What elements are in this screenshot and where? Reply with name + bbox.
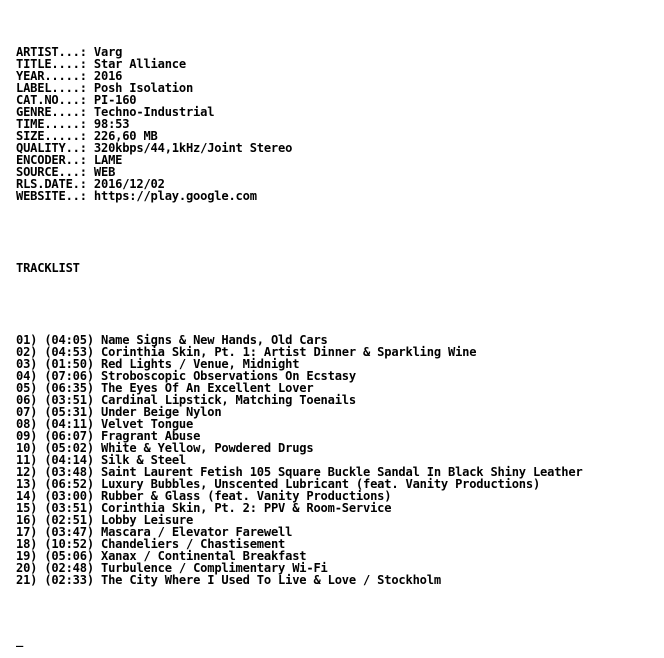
track-number: 21) xyxy=(16,573,38,587)
track-duration: (01:50) xyxy=(44,357,94,371)
track-number: 11) xyxy=(16,453,38,467)
track-title: The City Where I Used To Live & Love / Stockholm xyxy=(101,573,441,587)
info-label: SIZE.....: xyxy=(16,129,87,143)
track-title: Turbulence / Complimentary Wi-Fi xyxy=(101,561,328,575)
info-value: PI-160 xyxy=(93,93,137,107)
track-duration: (06:52) xyxy=(44,477,94,491)
track-title: Fragrant Abuse xyxy=(101,429,201,443)
track-title: Chandeliers / Chastisement xyxy=(101,537,286,551)
track-number: 03) xyxy=(16,357,38,371)
spacer xyxy=(16,226,583,238)
track-number: 05) xyxy=(16,381,38,395)
track-title: Cardinal Lipstick, Matching Toenails xyxy=(101,393,356,407)
spacer xyxy=(16,298,583,310)
track-number: 04) xyxy=(16,369,38,383)
track-duration: (02:33) xyxy=(44,573,94,587)
track-title: Corinthia Skin, Pt. 2: PPV & Room-Service xyxy=(101,501,392,515)
info-label: QUALITY..: xyxy=(16,141,87,155)
track-duration: (03:00) xyxy=(44,489,94,503)
info-value: 98:53 xyxy=(93,117,130,131)
track-number: 02) xyxy=(16,345,38,359)
info-label: ARTIST...: xyxy=(16,45,87,59)
info-label: YEAR.....: xyxy=(16,69,87,83)
track-duration: (04:14) xyxy=(44,453,94,467)
info-label: SOURCE...: xyxy=(16,165,87,179)
track-number: 06) xyxy=(16,393,38,407)
track-title: Luxury Bubbles, Unscented Lubricant (feat. Vanity Productions) xyxy=(101,477,541,491)
info-value: https://play.google.com xyxy=(93,189,257,203)
release-info xyxy=(16,46,583,202)
info-label: TITLE....: xyxy=(16,57,87,71)
track-number: 15) xyxy=(16,501,38,515)
info-label: LABEL....: xyxy=(16,81,87,95)
track-title: Velvet Tongue xyxy=(101,417,194,431)
info-label: RLS.DATE.: xyxy=(16,177,87,191)
track-number: 13) xyxy=(16,477,38,491)
track-duration: (04:53) xyxy=(44,345,94,359)
info-label: GENRE....: xyxy=(16,105,87,119)
track-number: 20) xyxy=(16,561,38,575)
track-number: 19) xyxy=(16,549,38,563)
track-duration: (06:35) xyxy=(44,381,94,395)
info-label: WEBSITE..: xyxy=(16,189,87,203)
track-duration: (05:31) xyxy=(44,405,94,419)
track-number: 09) xyxy=(16,429,38,443)
track-number: 10) xyxy=(16,441,38,455)
info-value: LAME xyxy=(93,153,123,167)
track-row xyxy=(16,574,583,586)
track-number: 01) xyxy=(16,333,38,347)
text-cursor: _ xyxy=(16,633,24,647)
info-value: 320kbps/44,1kHz/Joint Stereo xyxy=(93,141,293,155)
track-duration: (03:48) xyxy=(44,465,94,479)
track-number: 16) xyxy=(16,513,38,527)
info-value: Star Alliance xyxy=(93,57,186,71)
track-title: Silk & Steel xyxy=(101,453,186,467)
info-line xyxy=(16,190,583,202)
tracklist-heading: TRACKLIST xyxy=(16,261,80,275)
info-value: 2016 xyxy=(93,69,123,83)
track-title: Under Beige Nylon xyxy=(101,405,222,419)
track-duration: (05:02) xyxy=(44,441,94,455)
track-duration: (05:06) xyxy=(44,549,94,563)
track-title: The Eyes Of An Excellent Lover xyxy=(101,381,314,395)
track-title: Mascara / Elevator Farewell xyxy=(101,525,293,539)
track-number: 17) xyxy=(16,525,38,539)
info-label: CAT.NO...: xyxy=(16,93,87,107)
info-value: 226,60 MB xyxy=(93,129,158,143)
track-title: Lobby Leisure xyxy=(101,513,194,527)
nfo-document xyxy=(16,22,583,658)
track-duration: (04:05) xyxy=(44,333,94,347)
track-title: White & Yellow, Powdered Drugs xyxy=(101,441,314,455)
track-number: 14) xyxy=(16,489,38,503)
info-value: Varg xyxy=(93,45,123,59)
track-duration: (03:47) xyxy=(44,525,94,539)
track-duration: (10:52) xyxy=(44,537,94,551)
track-title: Red Lights / Venue, Midnight xyxy=(101,357,300,371)
track-duration: (02:51) xyxy=(44,513,94,527)
info-value: Techno-Industrial xyxy=(93,105,215,119)
info-value: WEB xyxy=(93,165,116,179)
track-duration: (06:07) xyxy=(44,429,94,443)
track-title: Corinthia Skin, Pt. 1: Artist Dinner & Sparkling Wine xyxy=(101,345,477,359)
info-value: 2016/12/02 xyxy=(93,177,165,191)
track-title: Rubber & Glass (feat. Vanity Productions) xyxy=(101,489,392,503)
track-number: 18) xyxy=(16,537,38,551)
track-number: 07) xyxy=(16,405,38,419)
tracklist xyxy=(16,334,583,586)
track-duration: (03:51) xyxy=(44,393,94,407)
info-label: ENCODER..: xyxy=(16,153,87,167)
track-duration: (02:48) xyxy=(44,561,94,575)
track-duration: (03:51) xyxy=(44,501,94,515)
track-title: Saint Laurent Fetish 105 Square Buckle Sandal In Black Shiny Leather xyxy=(101,465,583,479)
track-duration: (04:11) xyxy=(44,417,94,431)
track-number: 08) xyxy=(16,417,38,431)
track-title: Xanax / Continental Breakfast xyxy=(101,549,307,563)
track-number: 12) xyxy=(16,465,38,479)
track-duration: (07:06) xyxy=(44,369,94,383)
info-label: TIME.....: xyxy=(16,117,87,131)
track-title: Name Signs & New Hands, Old Cars xyxy=(101,333,328,347)
track-title: Stroboscopic Observations On Ecstasy xyxy=(101,369,356,383)
info-value: Posh Isolation xyxy=(93,81,194,95)
